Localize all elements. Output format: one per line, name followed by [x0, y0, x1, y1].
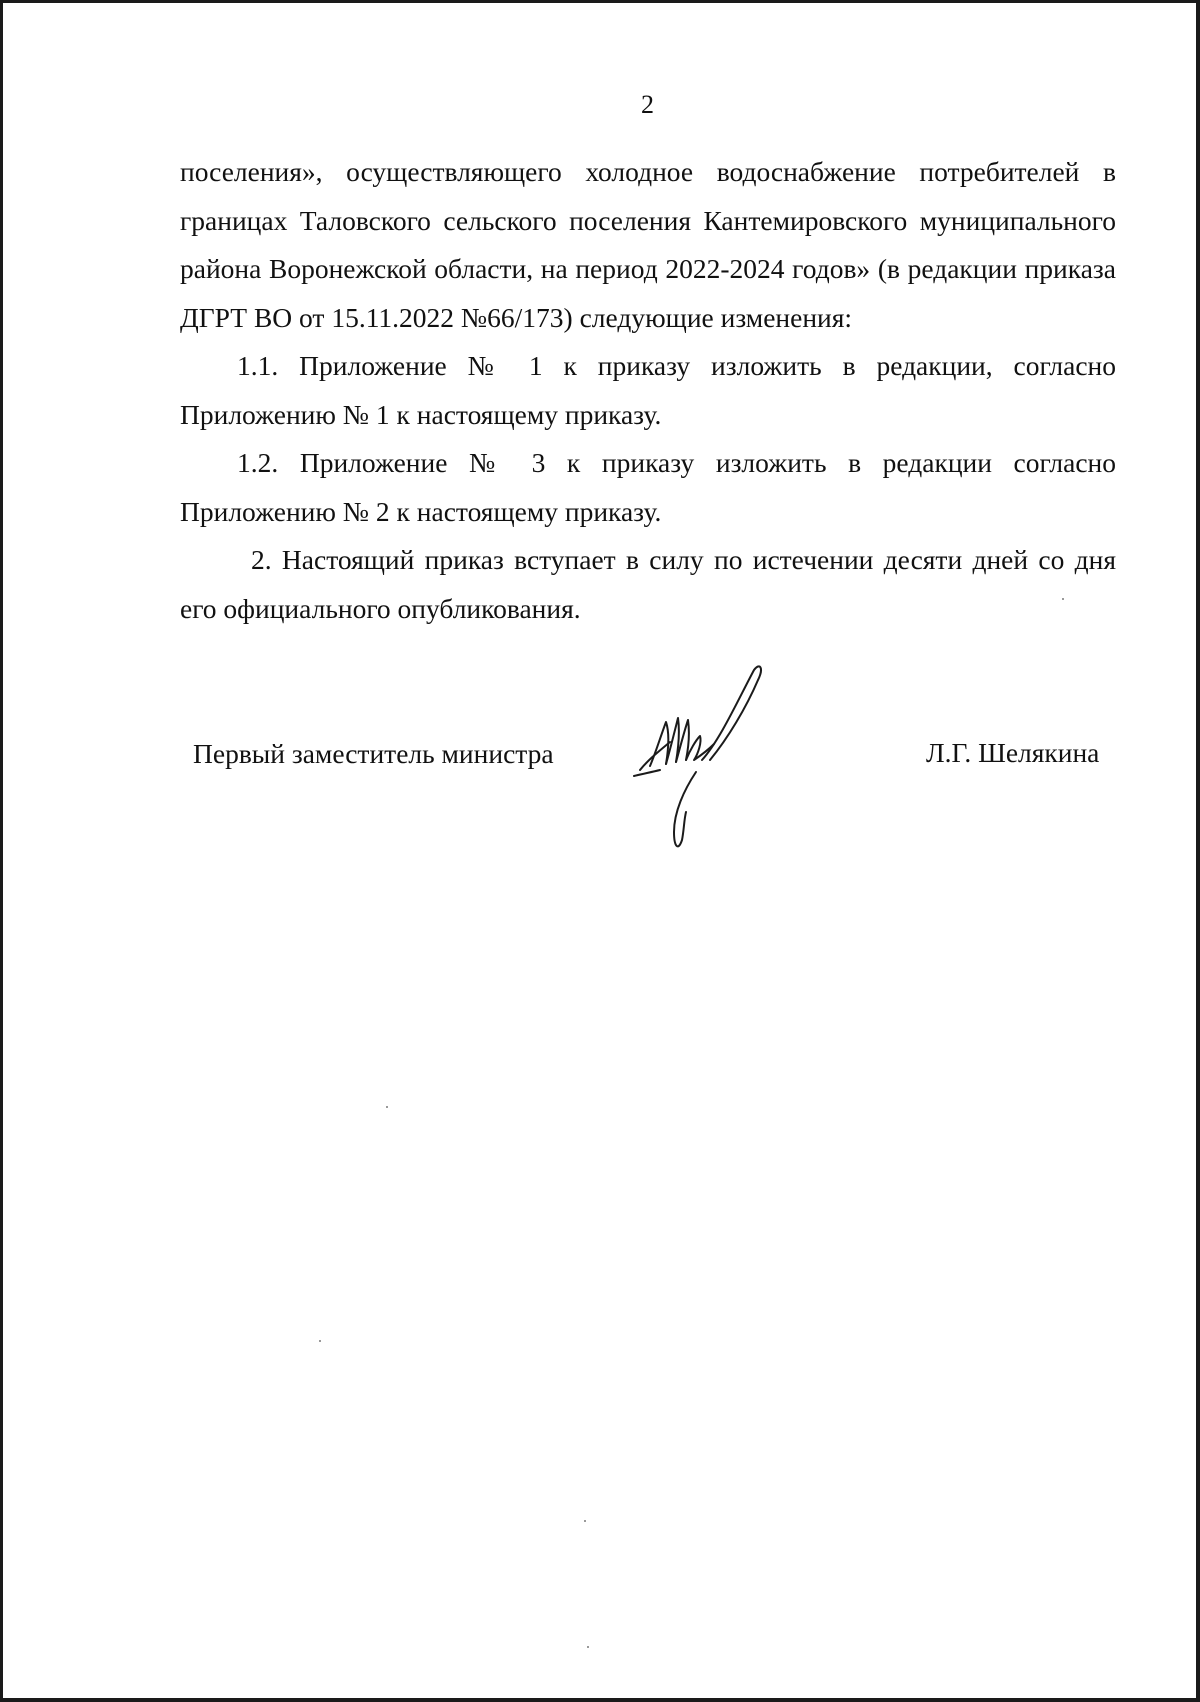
handwritten-signature-icon [630, 660, 800, 860]
page-border-left [0, 0, 3, 1702]
intro-paragraph: поселения», осуществляющего холодное водоснабжение потребителей в границах Таловского сельского поселения Кантемировского муниципального района Воронежской области, на период 2022-2024 годов» (в редакции приказа ДГРТ ВО от 15.11.2022 №66/173) следующие изменения: [180, 156, 1116, 333]
page-border-right [1196, 0, 1200, 1702]
page-number: 2 [641, 90, 654, 119]
signer-title: Первый заместитель министра [193, 738, 554, 769]
scan-speck [1062, 598, 1064, 600]
document-body [180, 148, 1116, 633]
page-border-top [0, 0, 1200, 3]
scan-speck [584, 1520, 586, 1522]
item-1-2-paragraph: 1.2. Приложение № 3 к приказу изложить в редакции согласно Приложению № 2 к настоящему приказу. [180, 447, 1116, 527]
item-1-1-paragraph: 1.1. Приложение № 1 к приказу изложить в редакции, согласно Приложению № 1 к настоящему приказу. [180, 350, 1116, 430]
scan-speck [386, 1106, 388, 1108]
scan-speck [319, 1340, 321, 1342]
scan-speck [587, 1646, 589, 1648]
signer-name: Л.Г. Шелякина [926, 737, 1100, 768]
item-2-paragraph: 2. Настоящий приказ вступает в силу по истечении десяти дней со дня его официального опубликования. [180, 544, 1116, 624]
page-border-bottom [0, 1698, 1200, 1702]
